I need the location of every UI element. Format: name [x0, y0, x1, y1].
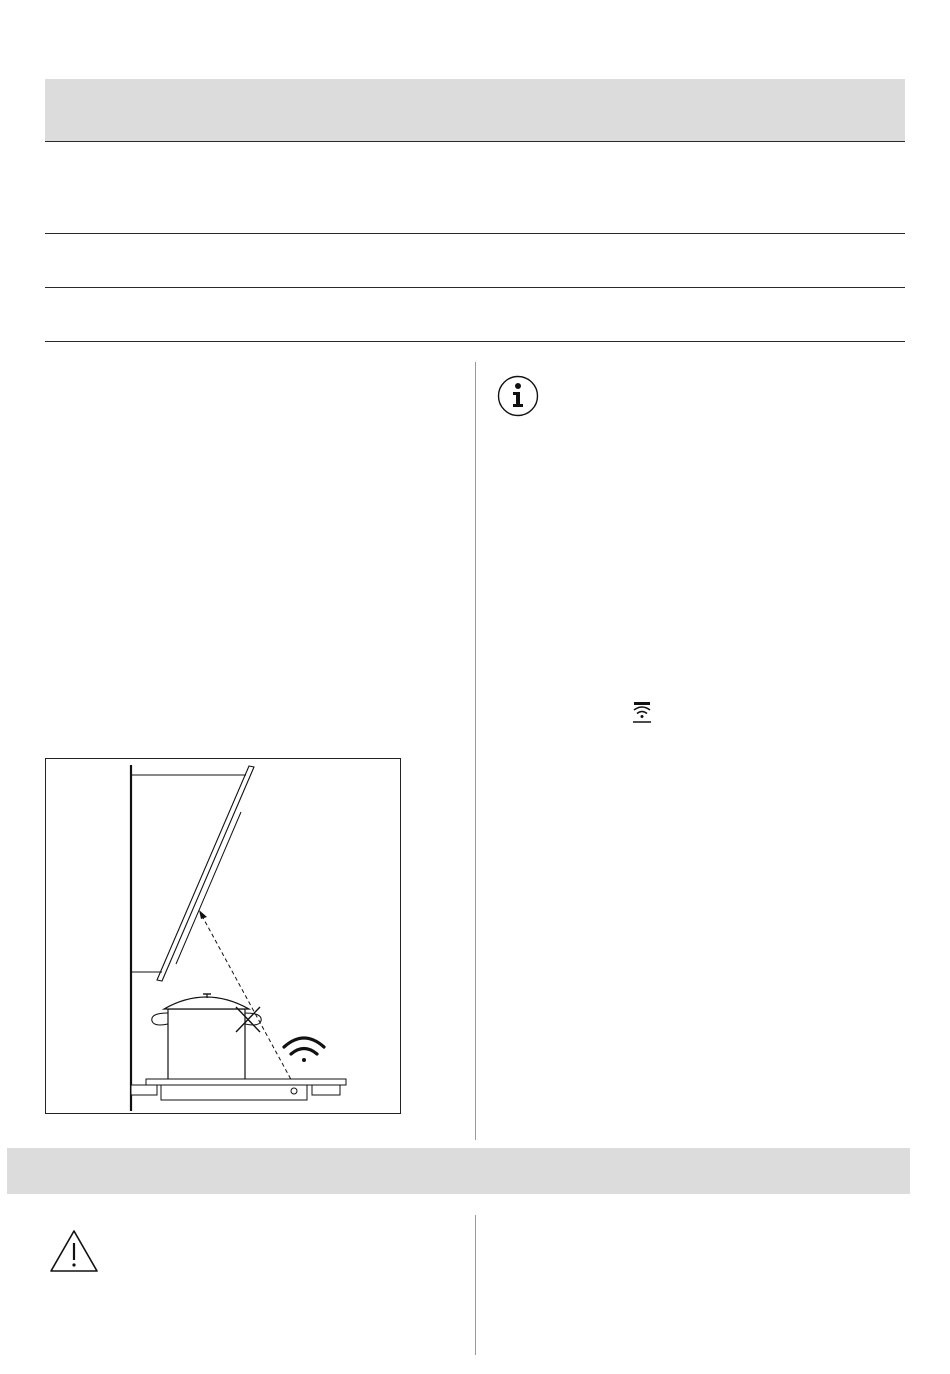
hob-body — [161, 1085, 307, 1100]
worktop-left — [131, 1085, 157, 1095]
hob-glass — [146, 1079, 346, 1085]
pot-body — [168, 1009, 245, 1080]
worktop-right — [312, 1085, 340, 1095]
hood-wifi-icon — [630, 700, 654, 726]
hob-sensor — [291, 1088, 297, 1094]
section-band — [7, 1148, 910, 1194]
hood-inner-edge — [176, 812, 241, 964]
header-rule — [45, 141, 905, 142]
wifi-icon — [284, 1038, 324, 1062]
table-rule — [45, 233, 905, 234]
hob-hood-drawing — [46, 759, 400, 1113]
table-rule — [45, 341, 905, 342]
table-rule — [45, 287, 905, 288]
signal-arrowhead — [199, 910, 207, 919]
column-divider — [475, 362, 476, 1140]
warning-icon — [48, 1228, 100, 1274]
hood-glass-panel — [157, 766, 254, 981]
pot-handle-left — [152, 1013, 168, 1025]
info-icon — [496, 374, 540, 418]
section-header-band — [45, 79, 905, 141]
column-divider — [475, 1215, 476, 1355]
hob-hood-illustration — [45, 758, 401, 1114]
